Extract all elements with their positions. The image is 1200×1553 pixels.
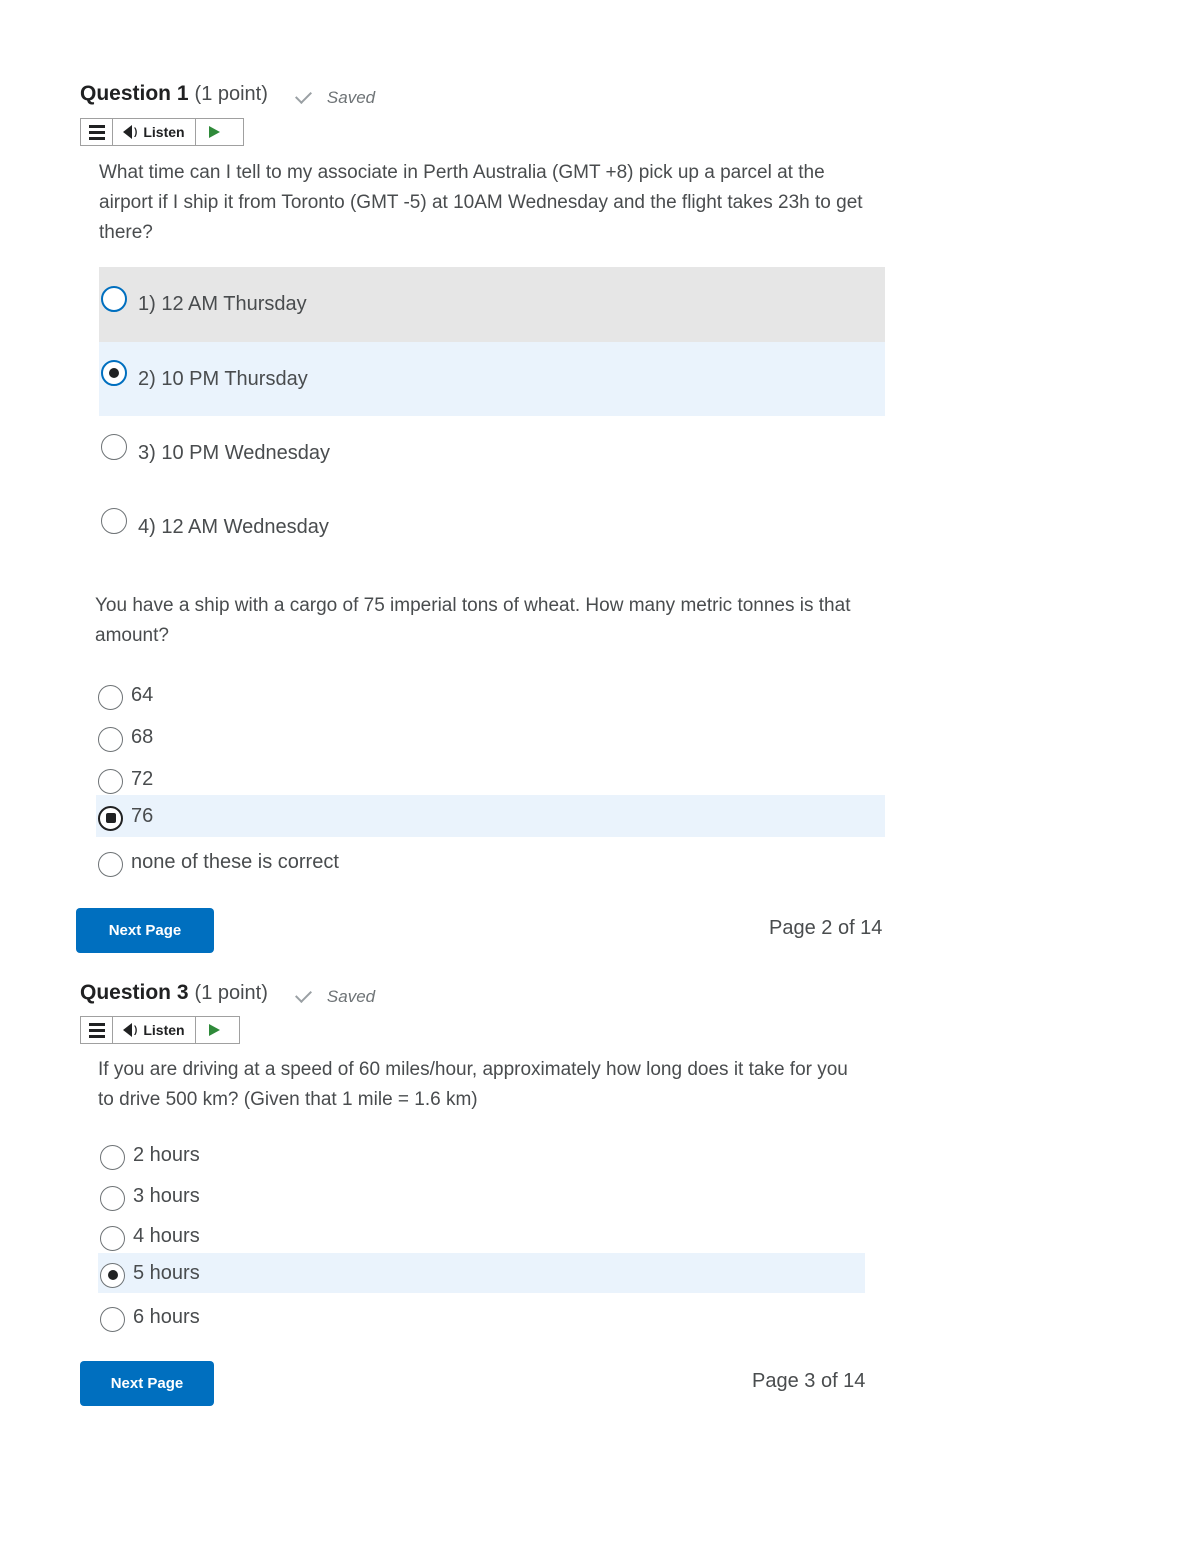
option-row[interactable] <box>98 1298 865 1336</box>
option-label: 64 <box>131 683 154 706</box>
play-button[interactable] <box>196 1017 234 1043</box>
question-title: Question 3 <box>80 981 189 1004</box>
option-label: 76 <box>131 804 154 827</box>
question-points: (1 point) <box>194 83 268 105</box>
radio-icon[interactable] <box>98 727 123 752</box>
radio-icon[interactable] <box>98 769 123 794</box>
option-row[interactable] <box>96 843 885 881</box>
question-title: Question 1 <box>80 82 189 105</box>
menu-icon[interactable] <box>81 119 113 145</box>
radio-icon[interactable] <box>101 434 127 460</box>
saved-status <box>296 987 375 1007</box>
next-page-button[interactable]: Next Page <box>80 1361 214 1406</box>
play-icon <box>209 126 220 138</box>
option-row[interactable] <box>98 1177 865 1215</box>
option-label: 4 hours <box>133 1224 200 1247</box>
question-points: (1 point) <box>194 982 268 1004</box>
option-label: 6 hours <box>133 1305 200 1328</box>
radio-icon[interactable] <box>100 1263 125 1288</box>
speaker-icon <box>123 125 132 139</box>
radio-icon[interactable] <box>98 685 123 710</box>
option-row[interactable] <box>98 1136 865 1174</box>
question-text: You have a ship with a cargo of 75 imperial tons of wheat. How many metric tonnes is that amount? <box>95 595 851 646</box>
radio-icon[interactable] <box>100 1226 125 1251</box>
listen-label: Listen <box>143 1022 185 1038</box>
saved-label: Saved <box>326 986 376 1006</box>
page-indicator: Page 3 of 14 <box>752 1370 866 1392</box>
listen-toolbar <box>80 118 244 146</box>
option-row-selected[interactable] <box>96 795 885 837</box>
option-label: 3 hours <box>133 1184 200 1207</box>
radio-icon[interactable] <box>101 508 127 534</box>
option-row[interactable] <box>99 416 885 490</box>
option-label: 2 hours <box>133 1143 200 1166</box>
page-indicator: Page 2 of 14 <box>769 917 883 939</box>
option-label: 68 <box>131 725 154 748</box>
radio-icon[interactable] <box>101 286 127 312</box>
radio-icon[interactable] <box>98 806 123 831</box>
check-icon <box>295 87 312 104</box>
option-row[interactable] <box>98 1217 865 1255</box>
option-row[interactable] <box>96 718 885 756</box>
saved-label: Saved <box>326 87 376 107</box>
radio-icon[interactable] <box>101 360 127 386</box>
option-row[interactable] <box>96 676 885 714</box>
question-text: If you are driving at a speed of 60 miles/hour, approximately how long does it take for you to drive 500 km? (Given that 1 mile = 1.6 km) <box>98 1059 848 1110</box>
play-button[interactable] <box>196 119 234 145</box>
next-page-button[interactable]: Next Page <box>76 908 214 953</box>
option-label: 2) 10 PM Thursday <box>138 367 308 390</box>
check-icon <box>295 986 312 1003</box>
menu-icon[interactable] <box>81 1017 113 1043</box>
radio-icon[interactable] <box>100 1307 125 1332</box>
option-label: 4) 12 AM Wednesday <box>138 515 329 538</box>
question-3-header <box>80 981 375 1007</box>
option-label: none of these is correct <box>131 850 339 873</box>
play-icon <box>209 1024 220 1036</box>
listen-toolbar <box>80 1016 240 1044</box>
radio-icon[interactable] <box>98 852 123 877</box>
option-row[interactable] <box>99 267 885 342</box>
saved-status <box>296 88 375 108</box>
listen-label: Listen <box>143 124 185 140</box>
question-text: What time can I tell to my associate in Perth Australia (GMT +8) pick up a parcel at the airport if I ship it from Toronto (GMT -5) at 10AM Wednesday and the flight takes 23h to get there? <box>99 162 863 243</box>
option-row[interactable] <box>99 490 885 564</box>
option-label: 72 <box>131 767 154 790</box>
option-row[interactable] <box>96 760 885 798</box>
question-1-header <box>80 82 375 108</box>
option-label: 1) 12 AM Thursday <box>138 293 307 315</box>
speaker-icon <box>123 1023 132 1037</box>
radio-icon[interactable] <box>100 1145 125 1170</box>
listen-button[interactable]: ) Listen <box>113 1017 196 1043</box>
option-row-selected[interactable] <box>98 1253 865 1293</box>
radio-icon[interactable] <box>100 1186 125 1211</box>
option-label: 3) 10 PM Wednesday <box>138 441 330 464</box>
option-label: 5 hours <box>133 1261 200 1284</box>
listen-button[interactable]: ) Listen <box>113 119 196 145</box>
option-row-selected[interactable] <box>99 342 885 416</box>
